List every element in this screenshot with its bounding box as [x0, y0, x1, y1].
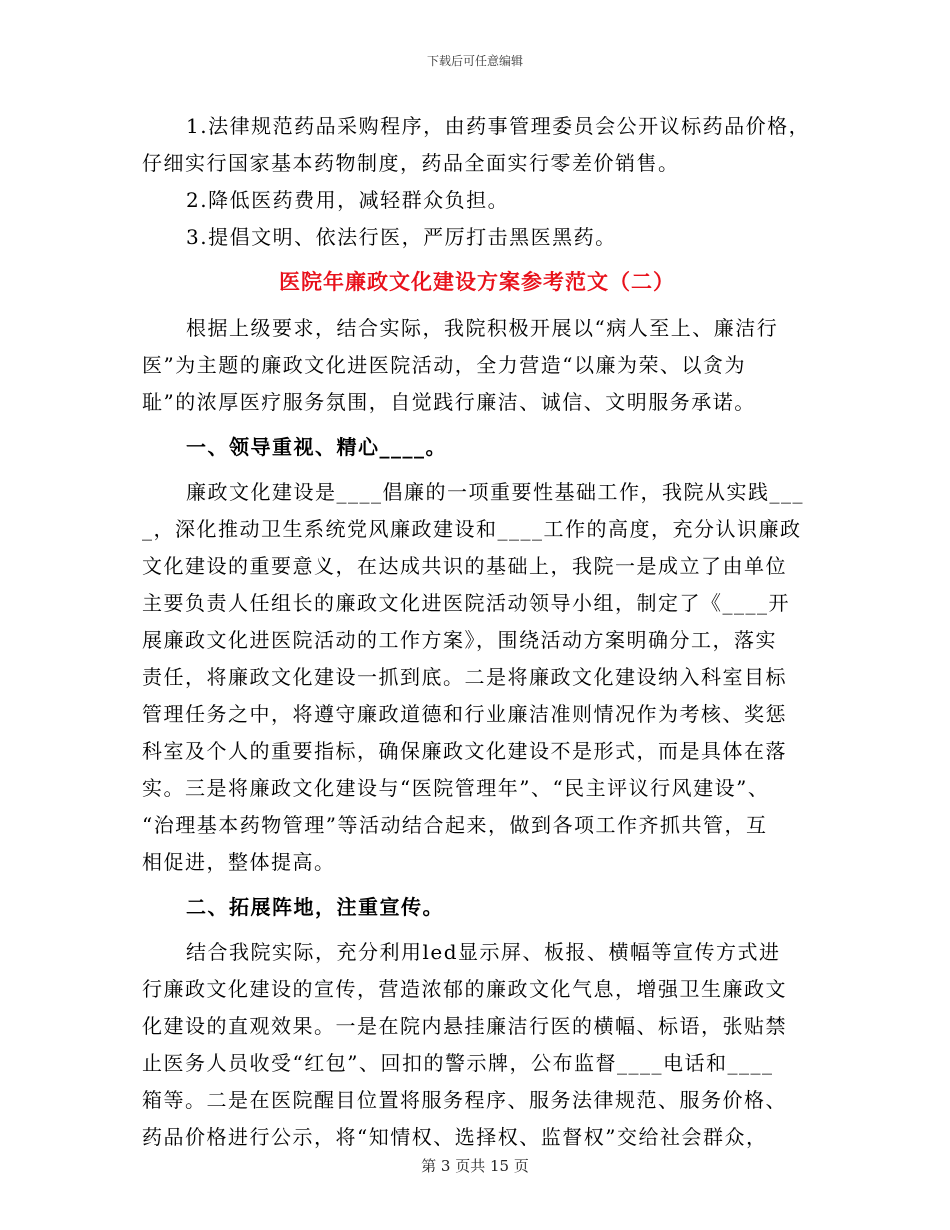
document-body — [142, 108, 812, 1156]
section1-line: 相促进，整体提高。 — [142, 850, 336, 874]
section2-line: 结合我院实际，充分利用led显示屏、板报、横幅等宣传方式进 — [186, 940, 781, 964]
opening-line: 医”为主题的廉政文化进医院活动，全力营造“以廉为荣、以贪为 — [142, 353, 746, 377]
section1-line: 管理任务之中，将遵守廉政道德和行业廉洁准则情况作为考核、奖惩 — [142, 702, 787, 726]
section1-line: “治理基本药物管理”等活动结合起来，做到各项工作齐抓共管，互 — [142, 813, 768, 837]
opening-line: 根据上级要求，结合实际，我院积极开展以“病人至上、廉洁行 — [186, 316, 779, 340]
page-header: 下载后可任意编辑 — [426, 54, 523, 68]
section1-heading: 一、领导重视、精心____。 — [186, 435, 447, 459]
section1-line: 展廉政文化进医院活动的工作方案》，围绕活动方案明确分工，落实 — [142, 628, 777, 652]
section1-line: 文化建设的重要意义，在达成共识的基础上，我院一是成立了由单位 — [142, 554, 787, 578]
intro-line: 3.提倡文明、依法行医，严厉打击黑医黑药。 — [186, 225, 617, 249]
section1-line: 责任，将廉政文化建设一抓到底。二是将廉政文化建设纳入科室目标 — [142, 665, 787, 689]
section2-line: 化建设的直观效果。一是在院内悬挂廉洁行医的横幅、标语，张贴禁 — [142, 1014, 787, 1038]
section2-line: 行廉政文化建设的宣传，营造浓郁的廉政文化气息，增强卫生廉政文 — [142, 977, 787, 1001]
section2-line: 止医务人员收受“红包”、回扣的警示牌，公布监督____电话和____ — [142, 1051, 774, 1075]
section2-line: 药品价格进行公示，将“知情权、选择权、监督权”交给社会群众， — [142, 1125, 768, 1149]
intro-line: 仔细实行国家基本药物制度，药品全面实行零差价销售。 — [142, 151, 680, 175]
section1-line: 廉政文化建设是____倡廉的一项重要性基础工作，我院从实践___ — [186, 480, 804, 504]
intro-line: 2.降低医药费用，减轻群众负担。 — [186, 188, 510, 212]
section2-heading: 二、拓展阵地，注重宣传。 — [186, 895, 444, 919]
page-footer: 第 3 页共 15 页 — [421, 1157, 529, 1175]
document-title: 医院年廉政文化建设方案参考范文（二） — [279, 269, 675, 294]
section2-line: 箱等。二是在医院醒目位置将服务程序、服务法律规范、服务价格、 — [142, 1088, 787, 1112]
opening-line: 耻”的浓厚医疗服务氛围，自觉践行廉洁、诚信、文明服务承诺。 — [142, 390, 756, 414]
section1-line: 实。三是将廉政文化建设与“医院管理年”、“民主评议行风建设”、 — [142, 776, 770, 800]
section1-line: _，深化推动卫生系统党风廉政建设和____工作的高度，充分认识廉政 — [142, 517, 802, 541]
section1-line: 科室及个人的重要指标，确保廉政文化建设不是形式，而是具体在落 — [142, 739, 787, 763]
section1-line: 主要负责人任组长的廉政文化进医院活动领导小组，制定了《____开 — [142, 591, 790, 615]
intro-line: 1.法律规范药品采购程序，由药事管理委员会公开议标药品价格， — [186, 114, 811, 138]
